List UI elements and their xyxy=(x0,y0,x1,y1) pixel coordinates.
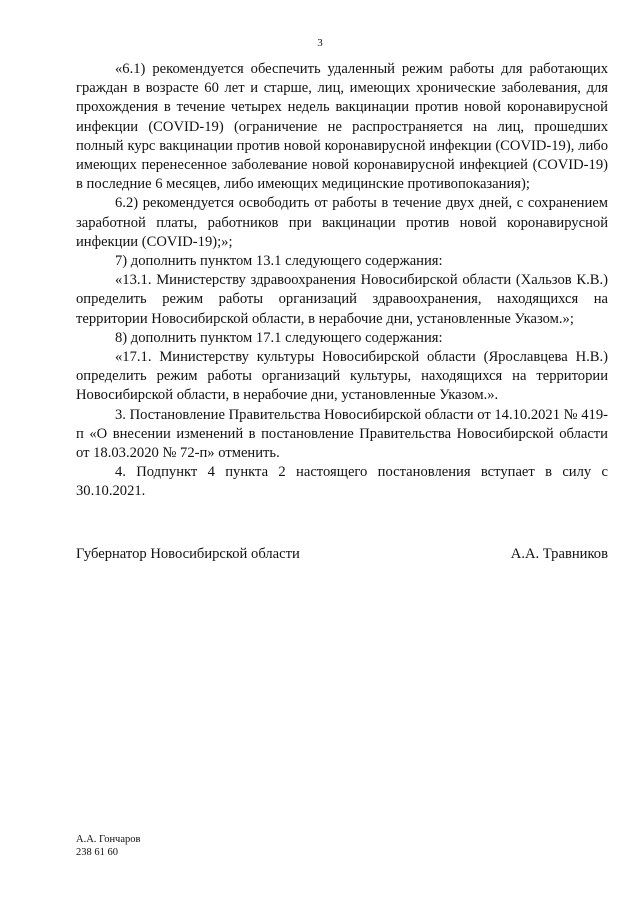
paragraph-6-1: «6.1) рекомендуется обеспечить удаленный режим работы для работающих граждан в возрасте 60 лет и старше, лиц, имеющих хронические заболевания, для прохождения в течение четырех недель вакцинации против новой коронавирусной инфекции (COVID-19) (ограничение не распространяется на лиц, прошедших полный курс вакцинации против новой коронавирусной инфекции (COVID-19), либо имеющих перенесенное заболевание новой коронавирусной инфекцией (COVID-19) в последние 6 месяцев, либо имеющих медицинские противопоказания); xyxy=(76,61,608,193)
document-body xyxy=(76,60,608,502)
paragraph-6-2: 6.2) рекомендуется освободить от работы в течение двух дней, с сохранением заработной платы, работников при вакцинации против новой коронавирусной инфекции (COVID-19);»; xyxy=(76,195,608,250)
signature-position: Губернатор Новосибирской области xyxy=(76,546,300,562)
paragraph-13-1: «13.1. Министерству здравоохранения Новосибирской области (Хальзов К.В.) определить режим работы организаций здравоохранения, находящихся на территории Новосибирской области, в нерабочие дни, установленные Указом.»; xyxy=(76,272,608,327)
signature-name: А.А. Травников xyxy=(510,546,608,562)
page-number: 3 xyxy=(317,37,323,49)
paragraph-item-7: 7) дополнить пунктом 13.1 следующего содержания: xyxy=(115,253,443,270)
executor-block xyxy=(76,833,140,859)
paragraph-17-1: «17.1. Министерству культуры Новосибирской области (Ярославцева Н.В.) определить режим работы организаций культуры, находящихся на территории Новосибирской области, в нерабочие дни, установленные Указом.». xyxy=(76,349,608,404)
executor-phone: 238 61 60 xyxy=(76,847,118,858)
executor-name: А.А. Гончаров xyxy=(76,834,141,845)
signature-block xyxy=(76,545,608,564)
paragraph-item-4: 4. Подпункт 4 пункта 2 настоящего постановления вступает в силу с 30.10.2021. xyxy=(76,464,608,500)
paragraph-item-8: 8) дополнить пунктом 17.1 следующего содержания: xyxy=(115,329,443,346)
paragraph-item-3: 3. Постановление Правительства Новосибирской области от 14.10.2021 № 419-п «О внесении изменений в постановление Правительства Новосибирской области от 18.03.2020 № 72-п» отменить. xyxy=(76,406,608,462)
